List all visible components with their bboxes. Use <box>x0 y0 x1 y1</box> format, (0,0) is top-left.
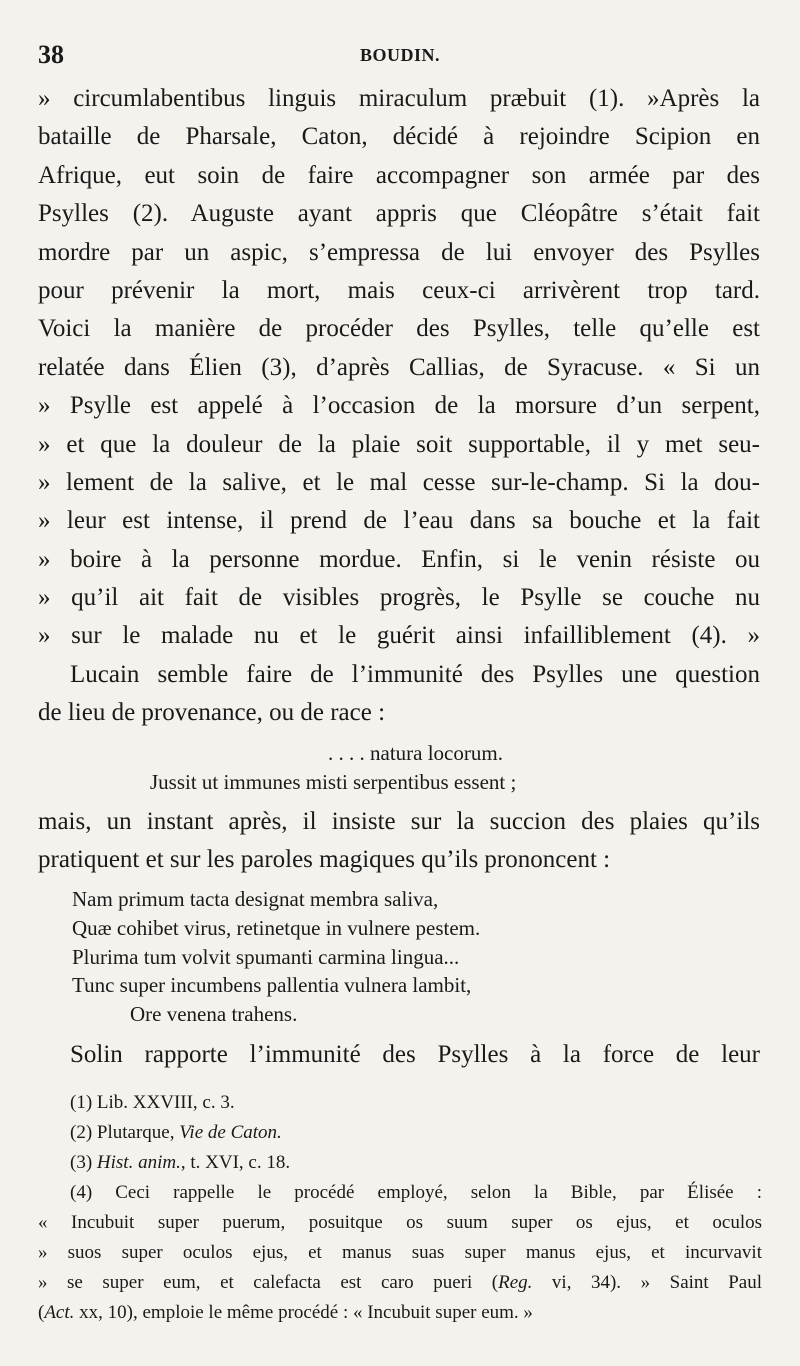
latin-quote-line: Jussit ut immunes misti serpentibus essent ; <box>150 769 517 794</box>
footnote-italic: Hist. anim. <box>96 1152 181 1173</box>
verse-line: Tunc super incumbens pallentia vulnera lambit, <box>72 973 472 998</box>
body-line: » circumlabentibus linguis miraculum præbuit (1). »Après la <box>38 85 760 112</box>
body-line: bataille de Pharsale, Caton, décidé à rejoindre Scipion en <box>38 123 760 151</box>
body-line: » Psylle est appelé à l’occasion de la morsure d’un serpent, <box>38 392 760 420</box>
verse-line: Ore venena trahens. <box>130 1001 298 1026</box>
body-line: mordre par un aspic, s’empressa de lui envoyer des Psylles <box>38 238 760 266</box>
body-line: » boire à la personne mordue. Enfin, si le venin résiste ou <box>38 545 760 573</box>
body-line: » et que la douleur de la plaie soit supportable, il y met seu- <box>38 430 760 458</box>
verse-line: Plurima tum volvit spumanti carmina lingua... <box>72 944 460 969</box>
footnote-1: (1) Lib. XXVIII, c. 3. <box>70 1092 235 1113</box>
paragraph-line: Solin rapporte l’immunité des Psylles à la force de leur <box>70 1041 760 1069</box>
footnote-3 <box>38 1148 762 1178</box>
footnote-text: (2) Plutarque, <box>70 1122 180 1143</box>
latin-quote-line: . . . . natura locorum. <box>328 740 503 765</box>
footnote-text: (3) <box>70 1152 97 1173</box>
footnotes <box>38 1088 762 1328</box>
body-line: » sur le malade nu et le guérit ainsi infailliblement (4). » <box>38 622 760 650</box>
page-number: 38 <box>38 40 64 69</box>
body-line: » qu’il ait fait de visibles progrès, le Psylle se couche nu <box>38 584 760 612</box>
footnote-4-line <box>38 1298 762 1328</box>
footnote-text: vi, 34). » Saint Paul <box>532 1272 762 1293</box>
footnote-text: ( <box>38 1302 45 1323</box>
paragraph-line: de lieu de provenance, ou de race : <box>38 699 386 727</box>
footnote-text: , t. XVI, c. 18. <box>180 1152 291 1173</box>
footnote-4-line: » suos super oculos ejus, et manus suas super manus ejus, et incurvavit <box>38 1242 762 1263</box>
running-head: BOUDIN. <box>359 45 440 65</box>
footnote-italic: Vie de Caton. <box>179 1122 282 1143</box>
paragraph-line: mais, un instant après, il insiste sur la succion des plaies qu’ils <box>38 807 760 835</box>
footnote-4-line <box>38 1268 762 1298</box>
body-line: » lement de la salive, et le mal cesse sur-le-champ. Si la dou- <box>38 468 760 496</box>
verse-line: Nam primum tacta designat membra saliva, <box>72 887 439 912</box>
paragraph-line: pratiquent et sur les paroles magiques qu’ils prononcent : <box>38 846 611 874</box>
footnote-2 <box>38 1118 762 1148</box>
paragraph-line: Lucain semble faire de l’immunité des Psylles une question <box>70 660 760 688</box>
body-line: relatée dans Élien (3), d’après Callias, de Syracuse. « Si un <box>38 353 760 381</box>
body-line: Voici la manière de procéder des Psylles, telle qu’elle est <box>38 315 760 343</box>
body-line: » leur est intense, il prend de l’eau dans sa bouche et la fait <box>38 507 760 535</box>
body-line: Afrique, eut soin de faire accompagner son armée par des <box>38 161 760 189</box>
footnote-italic: Act. <box>44 1302 75 1323</box>
footnote-text: xx, 10), emploie le même procédé : « Incubuit super eum. » <box>74 1302 533 1323</box>
footnote-4-line: « Incubuit super puerum, posuitque os suum super os ejus, et oculos <box>38 1212 762 1233</box>
page-header <box>38 40 762 76</box>
footnote-4-line: (4) Ceci rappelle le procédé employé, selon la Bible, par Élisée : <box>70 1182 762 1203</box>
body-line: pour prévenir la mort, mais ceux-ci arrivèrent trop tard. <box>38 276 760 304</box>
verse-line: Quæ cohibet virus, retinetque in vulnere pestem. <box>72 916 481 941</box>
footnote-text: » se super eum, et calefacta est caro pueri ( <box>38 1272 499 1293</box>
footnote-italic: Reg. <box>498 1272 533 1293</box>
main-text <box>38 80 760 1075</box>
body-line: Psylles (2). Auguste ayant appris que Cléopâtre s’était fait <box>38 200 760 228</box>
